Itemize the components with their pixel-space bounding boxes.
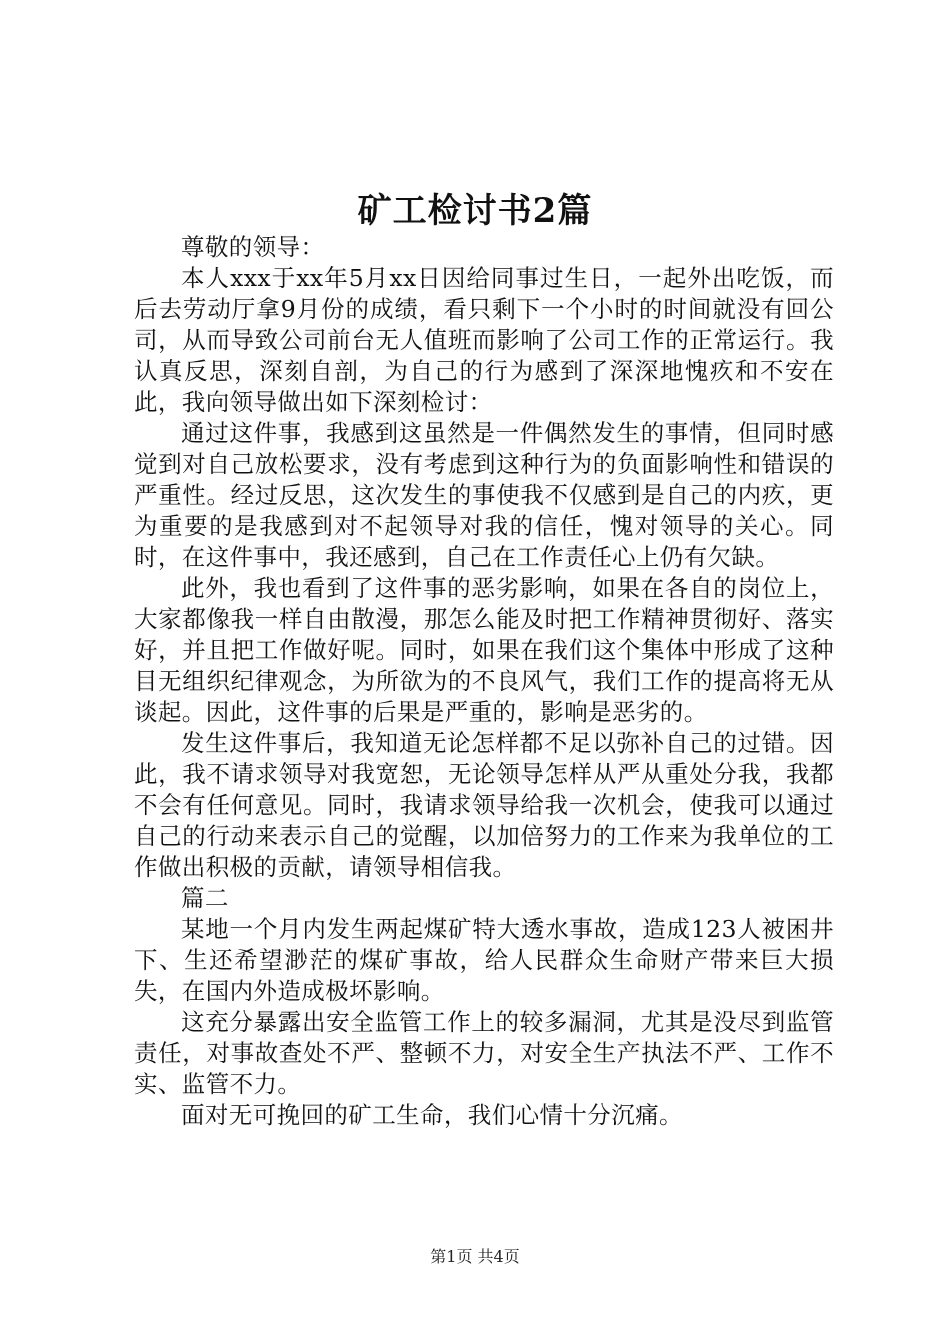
paragraph-5: 某地一个月内发生两起煤矿特大透水事故，造成123人被困井下、生还希望渺茫的煤矿事故，给人民群众生命财产带来巨大损失，在国内外造成极坏影响。 <box>134 915 834 1005</box>
paragraph-4: 发生这件事后，我知道无论怎样都不足以弥补自己的过错。因此，我不请求领导对我宽恕，无论领导怎样从严从重处分我，我都不会有任何意见。同时，我请求领导给我一次机会，使我可以通过自己的行动来表示自己的觉醒，以加倍努力的工作来为我单位的工作做出积极的贡献，请领导相信我。 <box>134 729 834 881</box>
paragraph-1: 本人xxx于xx年5月xx日因给同事过生日，一起外出吃饭，而后去劳动厅拿9月份的成绩，看只剩下一个小时的时间就没有回公司，从而导致公司前台无人值班而影响了公司工作的正常运行。我认真反思，深刻自剖，为自己的行为感到了深深地愧疚和不安在此，我向领导做出如下深刻检讨： <box>134 264 834 416</box>
document-title: 矿工检讨书2篇 <box>357 191 593 231</box>
paragraph-7: 面对无可挽回的矿工生命，我们心情十分沉痛。 <box>181 1101 683 1129</box>
section-heading: 篇二 <box>181 884 229 912</box>
salutation: 尊敬的领导： <box>181 233 325 261</box>
paragraph-2: 通过这件事，我感到这虽然是一件偶然发生的事情，但同时感觉到对自己放松要求，没有考虑到这种行为的负面影响性和错误的严重性。经过反思，这次发生的事使我不仅感到是自己的内疚，更为重要的是我感到对不起领导对我的信任，愧对领导的关心。同时，在这件事中，我还感到，自己在工作责任心上仍有欠缺。 <box>134 419 834 571</box>
paragraph-6: 这充分暴露出安全监管工作上的较多漏洞，尤其是没尽到监管责任，对事故查处不严、整顿不力，对安全生产执法不严、工作不实、监管不力。 <box>134 1008 834 1098</box>
page-number: 第1页 共4页 <box>430 1247 520 1266</box>
paragraph-3: 此外，我也看到了这件事的恶劣影响，如果在各自的岗位上，大家都像我一样自由散漫，那怎么能及时把工作精神贯彻好、落实好，并且把工作做好呢。同时，如果在我们这个集体中形成了这种目无组织纪律观念，为所欲为的不良风气，我们工作的提高将无从谈起。因此，这件事的后果是严重的，影响是恶劣的。 <box>134 574 834 726</box>
document-body <box>134 232 834 1131</box>
